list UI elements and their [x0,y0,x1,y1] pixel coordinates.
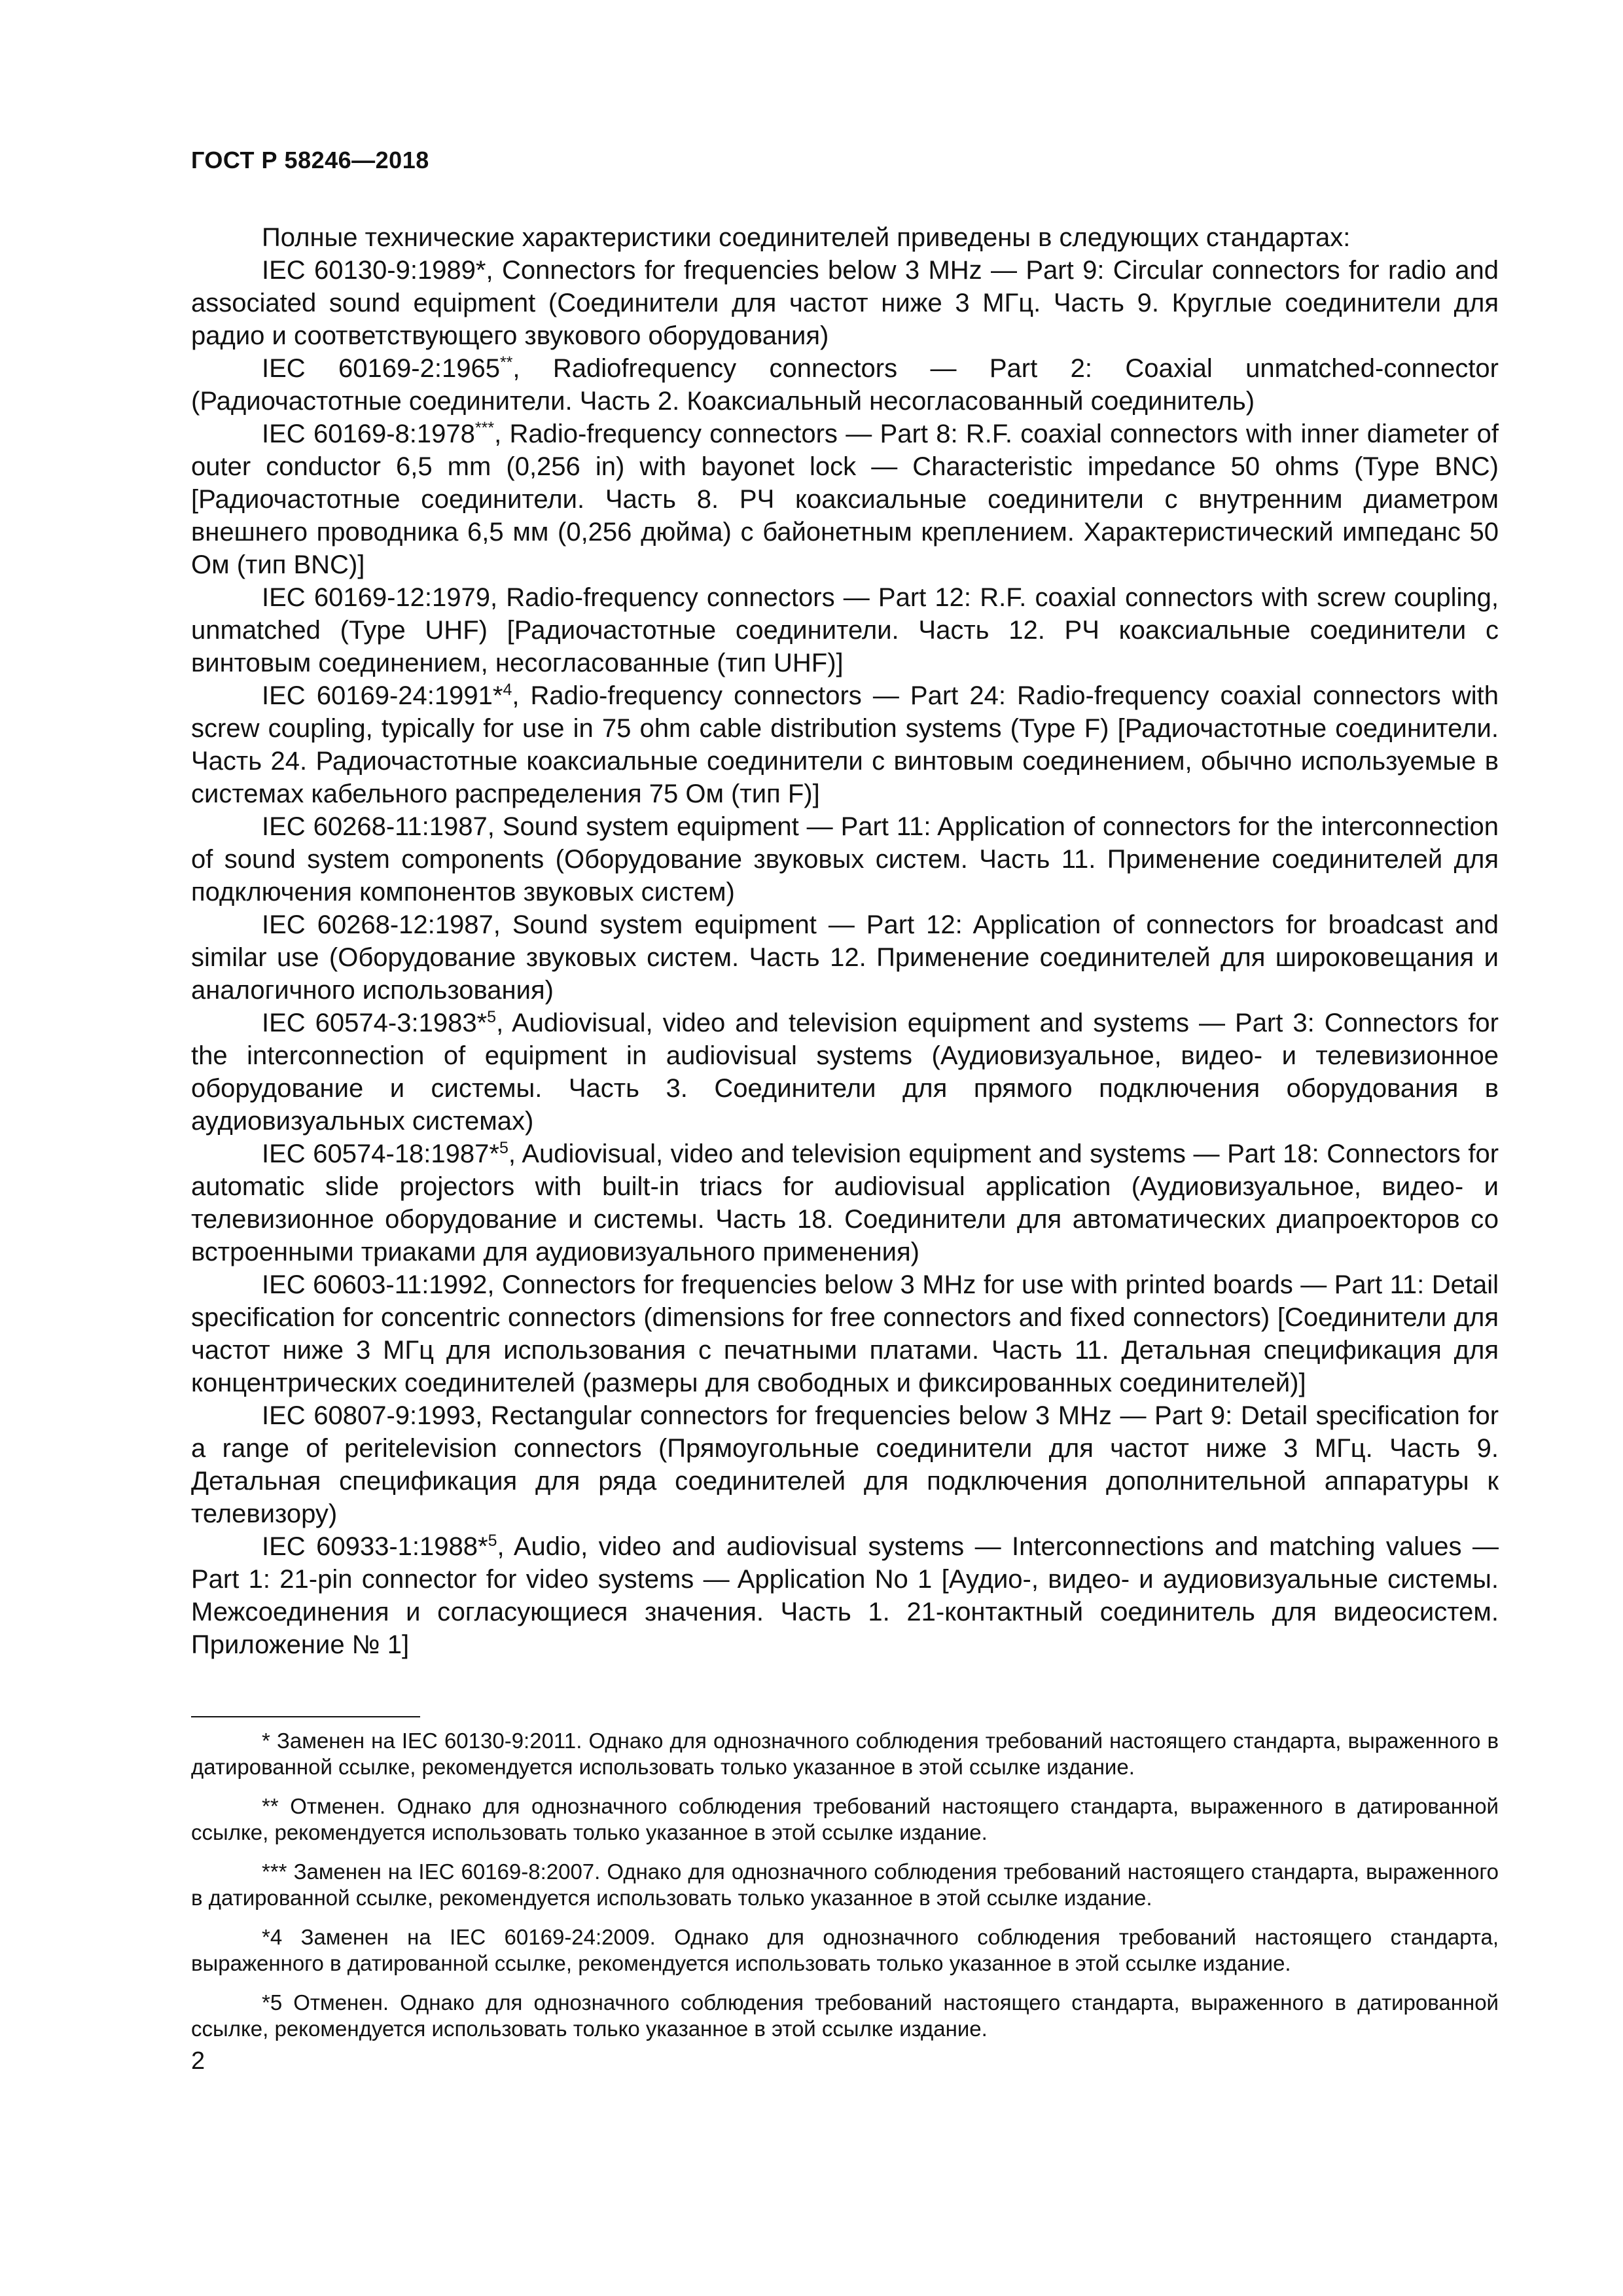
footnote-text: Заменен на IEC 60169-8:2007. Однако для однозначного соблюдения требований настоящего стандарта, выраженного в датированной ссылке, рекомендуется использовать только указанное в этой ссылке издание. [191,1859,1499,1910]
footnote-marker: ** [262,1794,279,1818]
standard-code: IEC 60933-1:1988* [262,1532,488,1561]
footnote-reference: 5 [487,1008,497,1026]
paragraph-iec60268-11 [191,810,1499,908]
footnotes [191,1728,1499,2055]
main-text [191,221,1499,1661]
footnote-marker: *5 [262,1990,283,2015]
paragraph-iec60268-12 [191,908,1499,1007]
standard-code: IEC 60169-12:1979 [262,583,490,612]
standard-code: IEC 60268-12:1987 [262,910,493,939]
standard-code: IEC 60130-9:1989 [262,256,476,285]
standard-code: IEC 60603-11:1992 [262,1270,488,1299]
footnote-text: Заменен на IEC 60169-24:2009. Однако для однозначного соблюдения требований настоящего стандарта, выраженного в датированной ссылке, рекомендуется использовать только указанное в этой ссылке издание. [191,1925,1499,1975]
footnote-reference: 4 [503,681,512,699]
standard-code: IEC 60574-18:1987* [262,1139,499,1168]
standard-description: , Connectors for frequencies below 3 MHz for use with printed boards — Part 11: Detail specification for concentric connectors (dimensions for free connectors and fixed connectors) [Соединители для частот ниже 3 МГц для использования с печатными платами. Часть 11. Детальная спецификация для концентрических соединителей (размеры для свободных и фиксированных соединителей)] [191,1270,1499,1397]
footnote-text: Заменен на IEC 60130-9:2011. Однако для однозначного соблюдения требований настоящего стандарта, выраженного в датированной ссылке, рекомендуется использовать только указанное в этой ссылке издание. [191,1729,1499,1779]
standard-code: IEC 60268-11:1987 [262,812,488,841]
paragraph-iec60807-9 [191,1399,1499,1530]
footnote-reference: 5 [488,1532,497,1550]
paragraph-iec60574-18 [191,1138,1499,1268]
standard-code: IEC 60574-3:1983* [262,1009,488,1037]
paragraph-iec60169-24 [191,679,1499,810]
paragraph-iec60169-8 [191,418,1499,581]
footnote-text: Отменен. Однако для однозначного соблюдения требований настоящего стандарта, выраженного в датированной ссылке, рекомендуется использовать только указанное в этой ссылке издание. [191,1794,1499,1844]
standard-code: IEC 60169-8:1978 [262,420,475,448]
document-header: ГОСТ Р 58246—2018 [191,147,429,173]
standard-description: , Audiovisual, video and television equipment and systems — Part 3: Connectors for the interconnection of equipment in audiovisual systems (Аудиовизуальное, видео- и телевизионное оборудование и системы. Часть 3. Соединители для прямого подключения оборудования в аудиовизуальных системах) [191,1009,1499,1136]
standard-description: *, Connectors for frequencies below 3 MHz — Part 9: Circular connectors for radio and associated sound equipment (Соединители для частот ниже 3 МГц. Часть 9. Круглые соединители для радио и соответствующего звукового оборудования) [191,256,1499,350]
standard-description: , Radio-frequency connectors — Part 8: R.F. coaxial connectors with inner diameter of outer conductor 6,5 mm (0,256 in) with bayonet lock — Characteristic impedance 50 ohms (Type BNC) [Радиочастотные соединители. Часть 8. РЧ коаксиальные соединители с внутренним диаметром внешнего проводника 6,5 мм (0,256 дюйма) с байонетным креплением. Характеристический импеданс 50 Ом (тип BNC)] [191,420,1499,579]
standard-description: , Rectangular connectors for frequencies below 3 MHz — Part 9: Detail specification for a range of peritelevision connectors (Прямоугольные соединители для частот ниже 3 МГц. Часть 9. Детальная спецификация для ряда соединителей для подключения дополнительной аппаратуры к телевизору) [191,1401,1499,1528]
footnote-marker: *** [262,1859,287,1884]
footnote-1 [191,1728,1499,1780]
footnote-reference: ** [499,353,513,372]
standard-code: IEC 60807-9:1993 [262,1401,476,1430]
standard-description: , Audio, video and audiovisual systems — Interconnections and matching values — Part 1: 21-pin connector for video systems — Application No 1 [Аудио-, видео- и аудиовизуальные системы. Межсоединения и согласующиеся значения. Часть 1. 21-контактный соединитель для видеосистем. Приложение № 1] [191,1532,1499,1659]
page-number: 2 [191,2047,205,2075]
document-page [191,0,1499,2296]
footnote-reference: 5 [499,1139,508,1157]
paragraph-intro [191,221,1499,254]
paragraph-iec60169-12 [191,581,1499,679]
standard-description: , Sound system equipment — Part 11: Application of connectors for the interconnection of sound system components (Оборудование звуковых систем. Часть 11. Применение соединителей для подключения компонентов звуковых систем) [191,812,1499,906]
footnote-3 [191,1859,1499,1911]
standard-code: IEC 60169-24:1991* [262,681,503,710]
standard-code: IEC 60169-2:1965 [262,354,500,383]
paragraph-iec60130-9 [191,254,1499,352]
paragraph-iec60933-1 [191,1530,1499,1661]
footnote-4 [191,1924,1499,1977]
paragraph-iec60603-11 [191,1268,1499,1399]
paragraph-lead: Полные технические характеристики соединителей приведены в следующих стандартах: [262,223,1351,252]
standard-description: , Audiovisual, video and television equipment and systems — Part 18: Connectors for automatic slide projectors with built-in triacs for audiovisual application (Аудиовизуальное, видео- и телевизионное оборудование и системы. Часть 18. Соединители для автоматических диапроекторов со встроенными триаками для аудиовизуального применения) [191,1139,1499,1266]
standard-description: , Radio-frequency connectors — Part 12: R.F. coaxial connectors with screw coupling, unmatched (Type UHF) [Радиочастотные соединители. Часть 12. РЧ коаксиальные соединители с винтовым соединением, несогласованные (тип UHF)] [191,583,1499,677]
footnote-separator [191,1716,420,1717]
footnote-marker: * [262,1729,270,1753]
paragraph-iec60574-3 [191,1007,1499,1138]
standard-description: , Radiofrequency connectors — Part 2: Coaxial unmatched-connector (Радиочастотные соединители. Часть 2. Коаксиальный несогласованный соединитель) [191,354,1499,416]
footnote-5 [191,1990,1499,2042]
footnote-text: Отменен. Однако для однозначного соблюдения требований настоящего стандарта, выраженного в датированной ссылке, рекомендуется использовать только указанное в этой ссылке издание. [191,1990,1499,2041]
standard-description: , Sound system equipment — Part 12: Application of connectors for broadcast and similar use (Оборудование звуковых систем. Часть 12. Применение соединителей для широковещания и аналогичного использования) [191,910,1499,1005]
footnote-2 [191,1793,1499,1846]
standard-description: , Radio-frequency connectors — Part 24: Radio-frequency coaxial connectors with screw coupling, typically for use in 75 ohm cable distribution systems (Type F) [Радиочастотные соединители. Часть 24. Радиочастотные коаксиальные соединители с винтовым соединением, обычно используемые в системах кабельного распределения 75 Ом (тип F)] [191,681,1499,808]
paragraph-iec60169-2 [191,352,1499,418]
footnote-marker: *4 [262,1925,283,1949]
footnote-reference: *** [474,419,495,437]
